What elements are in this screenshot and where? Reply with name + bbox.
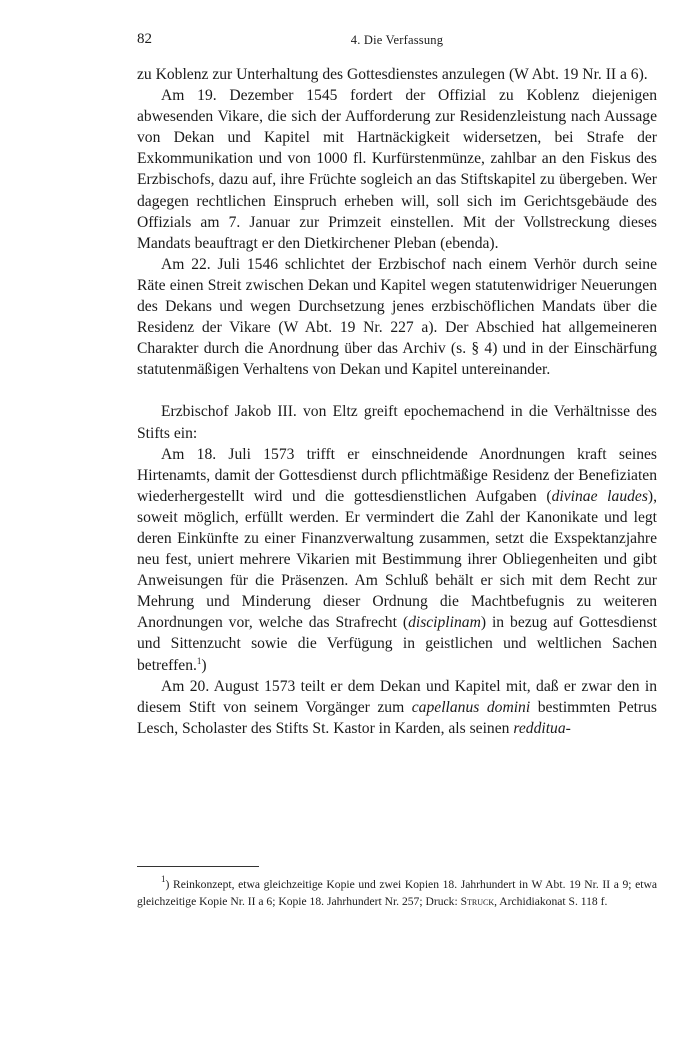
paragraph-6-text-b: bestimmten Petrus Lesch, Scholaster des Stifts St. Kastor in Karden, als seinen <box>137 698 658 737</box>
body-text <box>137 64 657 739</box>
footnote-text-b: , Archidiakonat S. 118 f. <box>494 895 608 909</box>
italic-disciplinam: disciplinam <box>408 614 481 632</box>
paragraph-5-text-c: ) in bezug auf Gottesdienst und Sittenzucht sowie die Verfügung in geistlichen und weltlichen Sachen betreffen. <box>137 614 657 674</box>
paragraph-1: zu Koblenz zur Unterhaltung des Gottesdienstes anzulegen (W Abt. 19 Nr. II a 6). <box>137 66 648 83</box>
page-number: 82 <box>137 31 152 47</box>
footnote-marker-close: ) <box>165 878 170 891</box>
paragraph-6 <box>137 676 657 739</box>
paragraph-5-text-b: ), soweit möglich, erfüllt werden. Er vermindert die Zahl der Kanonikate und legt deren Einkünfte zu einer Finanzverwaltung zusammen, setzt die Exspektanzjahre neu fest, uniert mehrere Vikarien mit Bestimmung ihrer Obliegenheiten und gibt Anweisungen für die Präsenzen. Am Schluß behält er sich mit dem Recht zur Mehrung und Minderung dieser Ordnung die Machtbefugnis zu weiteren Anordnungen vor, welche das Strafrecht ( <box>137 487 657 632</box>
paragraph-2: Am 19. Dezember 1545 fordert der Offizial zu Koblenz diejenigen abwesenden Vikare, die sich der Aufforderung zur Residenzleistung nach Aussage von Dekan und Kapitel mit Hartnäckigkeit widersetzen, bei Strafe der Exkommunikation und von 1000 fl. Kurfürstenmünze, zahlbar an den Fiskus des Erzbischofs, dazu auf, ihre Früchte sogleich an das Stiftskapitel zu übergeben. Wer dagegen rechtlichen Einspruch erheben will, soll sich im Gerichtsgebäude des Offizials am 7. Januar zur Primzeit einstellen. Mit der Vollstreckung dieses Mandats beauftragt er den Dietkirchener Pleban (ebenda). <box>137 87 657 252</box>
paragraph-3: Am 22. Juli 1546 schlichtet der Erzbischof nach einem Verhör durch seine Räte einen Streit zwischen Dekan und Kapitel wegen statutenwidriger Neuerungen des Dekans und wegen Durchsetzung jenes erzbischöflichen Mandats über die Residenz der Vikare (W Abt. 19 Nr. 227 a). Der Abschied hat allgemeineren Charakter durch die Anordnung über das Archiv (s. § 4) und in der Einschärfung statutenmäßigen Verhaltens von Dekan und Kapitel untereinander. <box>137 255 657 379</box>
footnote-divider <box>137 866 259 867</box>
italic-redditua: redditua- <box>513 719 571 737</box>
footnote-reference[interactable]: 1 <box>196 655 202 666</box>
footnote-reference-close: ) <box>201 656 207 674</box>
footnote-text-a: Reinkonzept, etwa gleichzeitige Kopie und zwei Kopien 18. Jahrhundert in W Abt. 19 Nr. II a 9; etwa gleichzeitige Kopie Nr. II a 6; Kopie 18. Jahrhundert Nr. 257; Druck: <box>137 878 657 909</box>
footnote-1 <box>137 876 657 910</box>
italic-capellanus-domini: capellanus domini <box>411 698 531 716</box>
paragraph-6-text-a: Am 20. August 1573 teilt er dem Dekan und Kapitel mit, daß er zwar den in diesem Stift von seinem Vorgänger zum <box>137 677 657 716</box>
paragraph-4: Erzbischof Jakob III. von Eltz greift epochemachend in die Verhältnisse des Stifts ein: <box>137 403 657 442</box>
footnote-author: Struck <box>460 895 495 909</box>
paragraph-5-text-a: Am 18. Juli 1573 trifft er einschneidende Anordnungen kraft seines Hirtenamts, damit der Gottesdienst durch pflichtmäßige Residenz der Benefiziaten wiederhergestellt wird und die gottesdienstlichen Aufgaben ( <box>137 445 657 505</box>
italic-divinae-laudes: divinae laudes <box>551 487 648 505</box>
paragraph-5 <box>137 444 657 676</box>
running-head: 4. Die Verfassung <box>350 33 444 47</box>
footnote-marker: 1 <box>161 874 166 884</box>
